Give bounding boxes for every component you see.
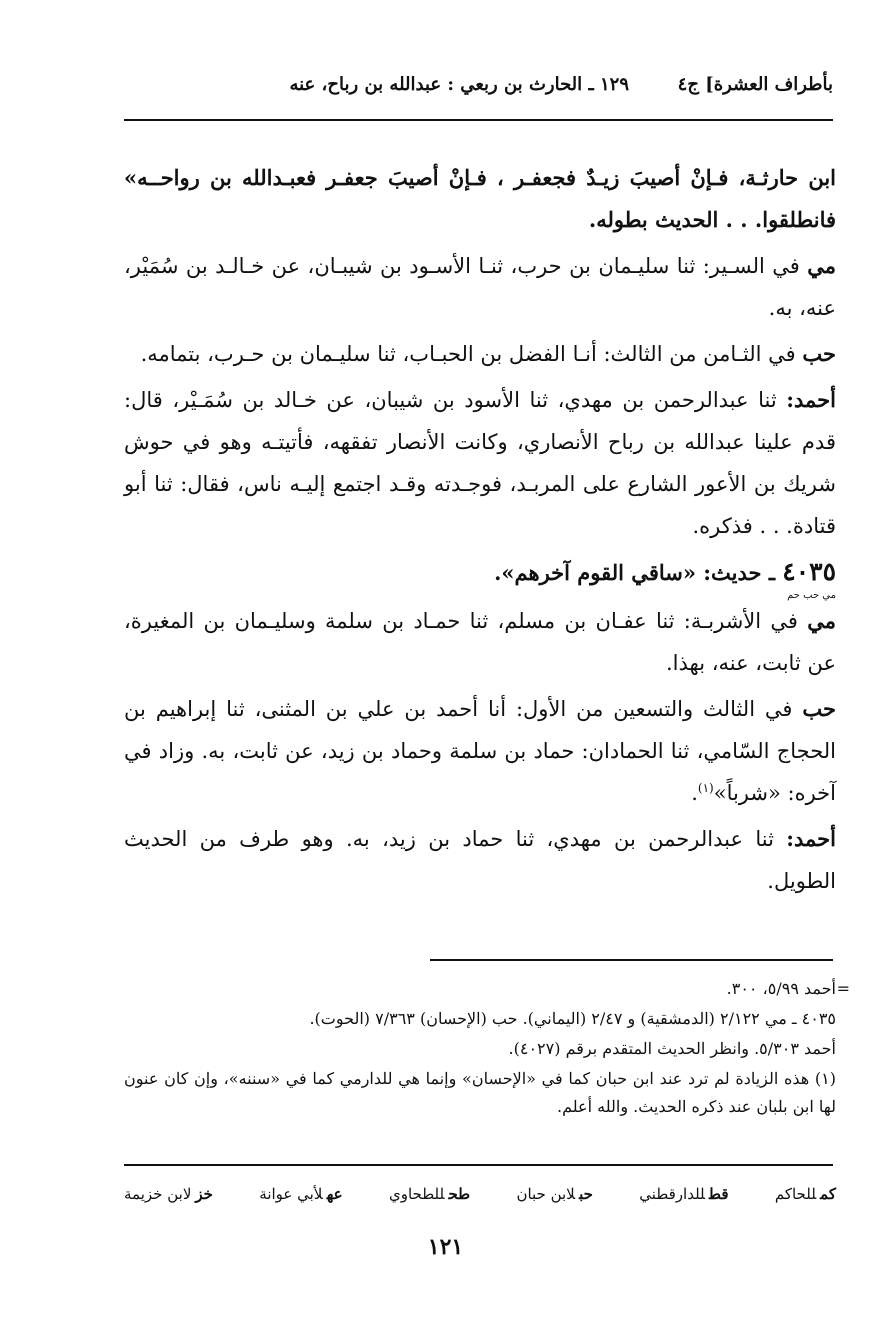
paragraph-4 — [124, 379, 836, 547]
abbrev-item: كمللحاكم — [774, 1185, 836, 1203]
paragraph-text: في الثـامن من الثالث: أنـا الفضل بن الحبـاب، ثنا سليـمان بن حـرب، بتمامه. — [140, 342, 796, 366]
paragraph-6 — [124, 688, 836, 814]
abbrev-item: قطللدارقطني — [639, 1185, 729, 1203]
footnote-divider — [430, 959, 833, 961]
abbreviation-key — [124, 1181, 836, 1207]
paragraph-text: ثنا عبدالرحمن بن مهدي، ثنا الأسود بن شيبان، عن خـالد بن سُمَـيْر، قال: قدم علينا عبدالله بن رباح الأنصاري، وكانت الأنصار تفقهه، فأتيتـه وهو في حوش شريك بن الأعور الشارع على المربـد، فوجـدته وقـد اجتمع إليـه ناس، فقال: ثنا أبو قتادة. . . فذكره. — [124, 388, 836, 538]
header-book-title: بأطراف العشرة] ج٤ — [677, 74, 833, 95]
source-abbrev: أحمد: — [786, 387, 836, 412]
header-divider — [124, 119, 833, 121]
paragraph-1: ابن حارثـة، فـإنْ أصيبَ زيـدٌ فجعفـر ، فـإنْ أصيبَ جعفـر فعبـدالله بن رواحــه» فانطلقوا. . . الحديث بطوله. — [124, 165, 836, 232]
page-number: ١٢١ — [427, 1234, 464, 1260]
source-abbrev: أحمد: — [786, 826, 836, 851]
footnote-line-4: (١) هذه الزيادة لم ترد عند ابن حبان كما في «الإحسان» وإنما هي للدارمي كما في «سننه»، وإن كان عنون لها ابن بلبان عند ذكره الحديث. والله أعلم. — [124, 1069, 836, 1116]
continuation-mark: = — [836, 979, 850, 998]
hadith-heading — [124, 551, 836, 594]
source-abbrev: مي — [807, 253, 836, 278]
paragraph-text: في السـير: ثنا سليـمان بن حرب، ثنـا الأسـود بن شيبـان، عن خـالـد بن سُمَيْر، عنه، به. — [124, 254, 836, 320]
paragraph-text: في الثالث والتسعين من الأول: أنا أحمد بن علي بن المثنى، ثنا إبراهيم بن الحجاج السّامي، ثنا الحمادان: حماد بن سلمة وحماد بن زيد، عن ثابت، به. وزاد في آخره: «شرباً» — [124, 697, 836, 805]
hadith-title: ـ حديث: «ساقي القوم آخرهم». — [494, 560, 775, 585]
abbrev-item: عهلأبي عوانة — [259, 1185, 343, 1203]
marginal-note: مي حب حم — [787, 590, 836, 601]
source-abbrev: حب — [802, 341, 836, 366]
abbrev-item: طحللطحاوي — [388, 1185, 471, 1203]
footnote-line-3: أحمد ٥/٣٠٣. وانظر الحديث المتقدم برقم (٤٠٢٧). — [508, 1039, 836, 1058]
abbrev-item: حبلابن حبان — [516, 1185, 593, 1203]
source-abbrev: حب — [802, 696, 836, 721]
footnotes — [124, 975, 850, 1123]
paragraph-7 — [124, 818, 836, 902]
abbrev-item: خزلابن خزيمة — [124, 1185, 213, 1203]
header-chapter-title: ١٢٩ ـ الحارث بن ربعي : عبدالله بن رباح، عنه — [289, 74, 629, 95]
footnote-line-1: أحمد ٥/٩٩، ٣٠٠. — [726, 979, 836, 998]
paragraph-2 — [124, 245, 836, 329]
footnote-line-2: ٤٠٣٥ ـ مي ٢/١٢٢ (الدمشقية) و ٢/٤٧ (اليماني). حب (الإحسان) ٧/٣٦٣ (الحوت). — [309, 1009, 836, 1028]
hadith-number: ٤٠٣٥ — [782, 557, 836, 586]
paragraph-3 — [124, 333, 836, 375]
abbrev-divider — [124, 1164, 833, 1166]
main-text — [124, 157, 836, 906]
paragraph-text: ثنا عبدالرحمن بن مهدي، ثنا حماد بن زيد، به. وهو طرف من الحديث الطويل. — [124, 827, 836, 893]
footnote-marker[interactable]: (١) — [697, 781, 714, 795]
source-abbrev: مي — [807, 608, 836, 633]
paragraph-text: في الأشربـة: ثنا عفـان بن مسلم، ثنا حمـاد بن سلمة وسليـمان بن المغيرة، عن ثابت، عنه، بهذا. — [124, 609, 836, 675]
paragraph-end: . — [691, 781, 698, 805]
running-header — [124, 74, 833, 104]
paragraph-5 — [124, 600, 836, 684]
